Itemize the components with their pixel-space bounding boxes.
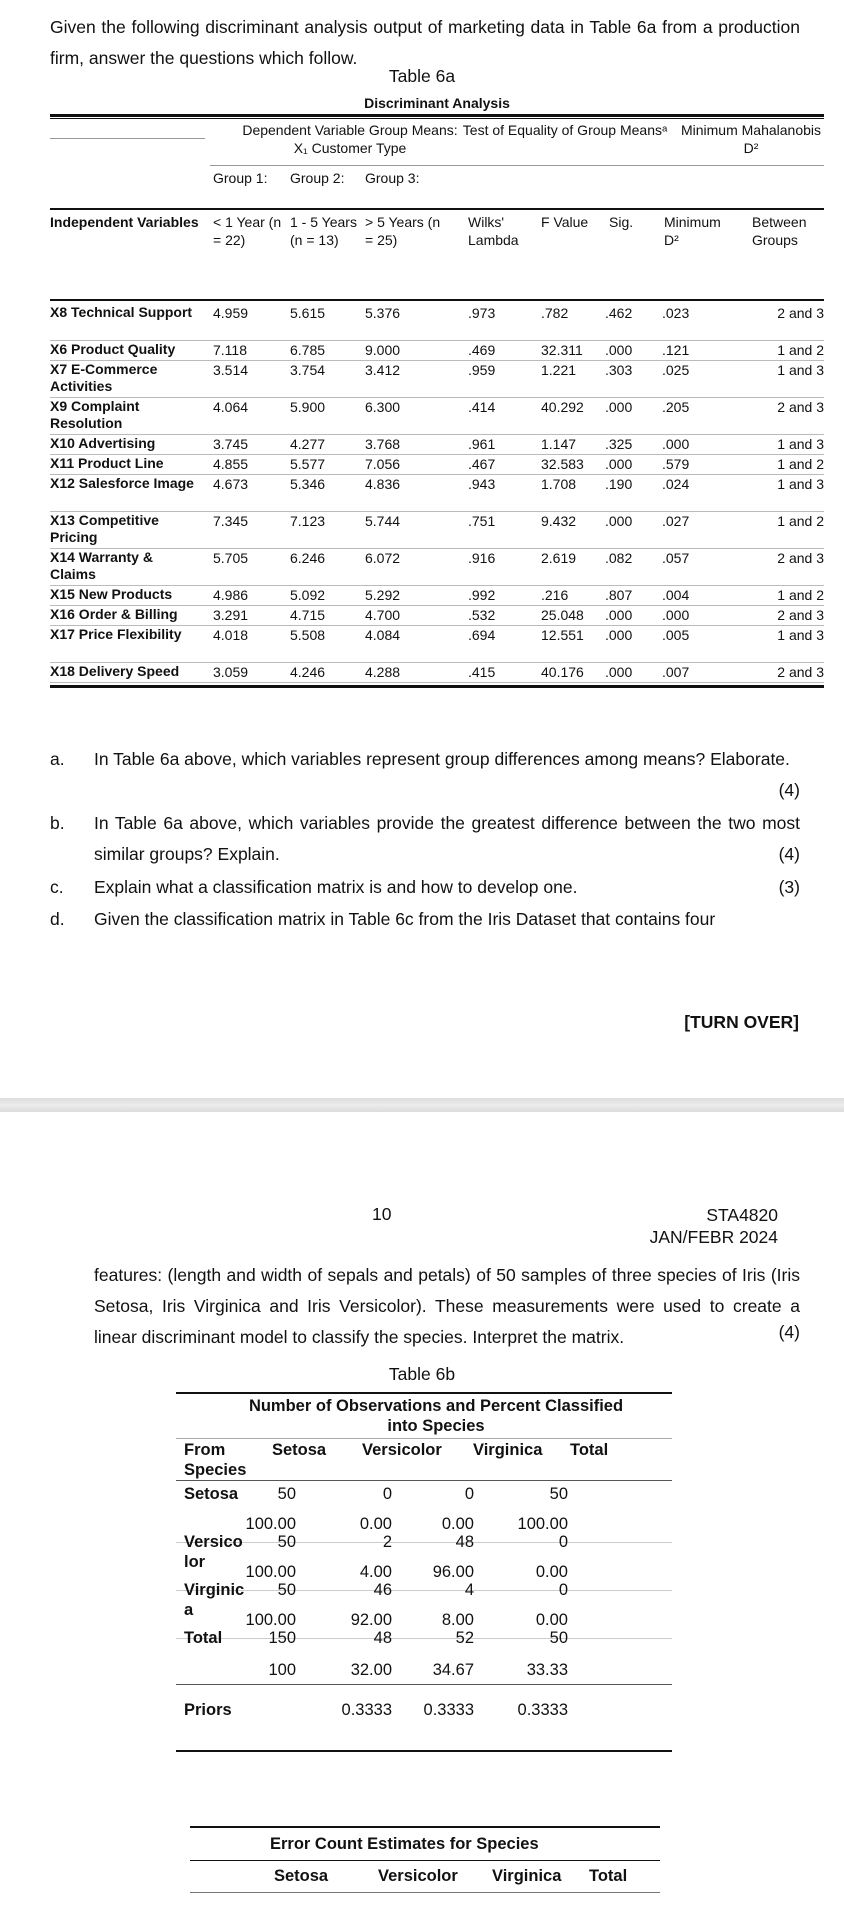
header-underline [210, 165, 824, 166]
variable-cell: X11 Product Line [50, 455, 164, 471]
sig-cell: .000 [605, 456, 633, 472]
f-value-cell: 32.311 [541, 342, 583, 358]
question-b-text: In Table 6a above, which variables provide the greatest difference between the two most similar groups? Explain. [94, 813, 800, 864]
percent-cell: 32.00 [350, 1661, 392, 1679]
group2-mean-cell: 6.246 [290, 550, 326, 566]
sig-cell: .000 [605, 664, 633, 680]
col-group-3: Group 3: [365, 170, 420, 186]
percent-cell: 92.00 [350, 1611, 392, 1629]
group2-mean-cell: 6.785 [290, 342, 326, 358]
col-independent-variables: Independent Variables [50, 214, 199, 230]
variable-cell: X9 Complaint Resolution [50, 398, 140, 431]
col-f-value: F Value [541, 214, 589, 230]
sig-cell: .462 [605, 305, 633, 321]
f-value-cell: 40.292 [541, 399, 584, 415]
group1-mean-cell: 4.018 [213, 627, 249, 643]
intro-paragraph: Given the following discriminant analysis output of marketing data in Table 6a from a production firm, answer the questions which follow. [50, 17, 800, 68]
min-mahalanobis-header: Minimum Mahalanobis D² [680, 122, 822, 156]
wilks-lambda-cell: .694 [468, 627, 496, 643]
percent-cell: 0.00 [535, 1611, 568, 1629]
min-d2-cell: .000 [662, 607, 690, 623]
min-d2-cell: .023 [662, 305, 690, 321]
group1-mean-cell: 4.986 [213, 587, 249, 603]
count-cell: 2 [382, 1533, 392, 1551]
percent-cell: 4.00 [359, 1563, 392, 1581]
between-groups-cell: 1 and 2 [777, 587, 824, 603]
wilks-lambda-cell: .959 [468, 362, 496, 378]
group2-mean-cell: 5.092 [290, 587, 326, 603]
species-row-label: Setosa [184, 1485, 239, 1503]
wilks-lambda-cell: .532 [468, 607, 496, 623]
group2-mean-cell: 5.508 [290, 627, 326, 643]
col-group-2: Group 2: [290, 170, 345, 186]
percent-cell: 100 [268, 1661, 296, 1679]
variable-cell: X7 E-Commerce Activities [50, 361, 158, 394]
variable-cell: X12 Salesforce Image [50, 475, 194, 491]
group1-mean-cell: 3.514 [213, 362, 249, 378]
variable-cell: X15 New Products [50, 586, 173, 602]
group2-mean-cell: 5.900 [290, 399, 326, 415]
course-info [650, 1204, 778, 1248]
wilks-lambda-cell: .467 [468, 456, 496, 472]
group3-mean-cell: 4.288 [365, 664, 401, 680]
question-c-marks: (3) [778, 877, 800, 897]
group3-mean-cell: 5.292 [365, 587, 401, 603]
f-value-cell: .782 [541, 305, 569, 321]
variable-cell: X18 Delivery Speed [50, 663, 180, 679]
col-group-1: Group 1: [213, 170, 268, 186]
variable-cell: X17 Price Flexibility [50, 626, 182, 642]
col-group-1-sub: < 1 Year (n = 22) [213, 214, 282, 248]
col-sig: Sig. [609, 214, 634, 230]
question-b-marks: (4) [778, 844, 800, 864]
sig-cell: .303 [605, 362, 633, 378]
f-value-cell: 40.176 [541, 664, 584, 680]
percent-cell: 33.33 [526, 1661, 568, 1679]
row-separator [50, 682, 824, 683]
prior-cell: 0.3333 [423, 1701, 474, 1719]
row-separator [176, 1638, 672, 1639]
exam-page-2 [0, 1112, 844, 1920]
between-groups-cell: 1 and 3 [777, 436, 824, 452]
variable-cell: X13 Competitive Pricing [50, 512, 159, 545]
count-cell: 48 [373, 1629, 392, 1647]
variable-cell: X8 Technical Support [50, 304, 193, 320]
table-6b-caption: Table 6b [388, 1364, 456, 1384]
error-header-versicolor: Versicolor [378, 1867, 458, 1885]
count-cell: 50 [277, 1485, 296, 1503]
group3-mean-cell: 6.072 [365, 550, 401, 566]
wilks-lambda-cell: .415 [468, 664, 496, 680]
error-header-total: Total [589, 1867, 628, 1885]
min-d2-cell: .579 [662, 456, 690, 472]
table-top-rule [50, 114, 824, 117]
group1-mean-cell: 4.855 [213, 456, 249, 472]
group3-mean-cell: 3.768 [365, 436, 401, 452]
species-row-label: Virginica [184, 1581, 245, 1619]
row-separator [176, 1590, 672, 1591]
error-table-mid-rule [190, 1860, 660, 1861]
group2-mean-cell: 3.754 [290, 362, 326, 378]
count-cell: 4 [464, 1581, 474, 1599]
error-header-setosa: Setosa [274, 1867, 329, 1885]
sig-cell: .000 [605, 627, 633, 643]
percent-cell: 100.00 [245, 1563, 296, 1581]
min-d2-cell: .057 [662, 550, 690, 566]
f-value-cell: .216 [541, 587, 569, 603]
between-groups-cell: 2 and 3 [777, 305, 824, 321]
f-value-cell: 32.583 [541, 456, 584, 472]
sig-cell: .325 [605, 436, 633, 452]
group1-mean-cell: 4.673 [213, 476, 249, 492]
group3-mean-cell: 4.700 [365, 607, 401, 623]
min-d2-cell: .027 [662, 513, 690, 529]
count-cell: 150 [268, 1629, 296, 1647]
f-value-cell: 25.048 [541, 607, 584, 623]
wilks-lambda-cell: .961 [468, 436, 496, 452]
error-table-top-rule [190, 1826, 660, 1828]
group1-mean-cell: 7.345 [213, 513, 249, 529]
count-cell: 52 [455, 1629, 474, 1647]
group2-mean-cell: 4.715 [290, 607, 326, 623]
table-6b-top-rule [176, 1392, 672, 1394]
between-groups-cell: 1 and 3 [777, 362, 824, 378]
count-cell: 0 [464, 1485, 474, 1503]
group1-mean-cell: 3.291 [213, 607, 249, 623]
table-6a-caption: Table 6a [388, 66, 456, 86]
table-6b-title-rule [176, 1438, 672, 1439]
table-6b-title: Number of Observations and Percent Classified into Species [248, 1397, 624, 1435]
course-code: STA4820 [706, 1205, 778, 1225]
min-d2-cell: .007 [662, 664, 690, 680]
sig-cell: .190 [605, 476, 633, 492]
priors-label: Priors [184, 1701, 232, 1719]
percent-cell: 100.00 [245, 1515, 296, 1533]
f-value-cell: 12.551 [541, 627, 584, 643]
group2-mean-cell: 5.577 [290, 456, 326, 472]
percent-cell: 34.67 [432, 1661, 474, 1679]
group1-mean-cell: 7.118 [213, 342, 247, 358]
percent-cell: 96.00 [432, 1563, 474, 1581]
question-b-letter: b. [50, 813, 65, 833]
table-6b-bottom-rule [176, 1750, 672, 1752]
col-minimum-d2: Minimum D² [664, 214, 721, 248]
wilks-lambda-cell: .973 [468, 305, 496, 321]
row-separator [176, 1684, 672, 1685]
group1-mean-cell: 5.705 [213, 550, 249, 566]
group1-mean-cell: 4.064 [213, 399, 249, 415]
wilks-lambda-cell: .992 [468, 587, 496, 603]
prior-cell: 0.3333 [517, 1701, 568, 1719]
table-6b-header-rule [176, 1480, 672, 1481]
min-d2-cell: .121 [662, 342, 690, 358]
variable-cell: X14 Warranty & Claims [50, 549, 153, 582]
group2-mean-cell: 4.246 [290, 664, 326, 680]
question-c-letter: c. [50, 877, 64, 897]
variable-cell: X10 Advertising [50, 435, 156, 451]
table-6a-title: Discriminant Analysis [364, 95, 510, 111]
percent-cell: 8.00 [441, 1611, 474, 1629]
min-d2-cell: .024 [662, 476, 690, 492]
group3-mean-cell: 4.836 [365, 476, 401, 492]
percent-cell: 100.00 [245, 1611, 296, 1629]
sig-cell: .000 [605, 399, 633, 415]
question-d-text: Given the classification matrix in Table 6c from the Iris Dataset that contains four [94, 909, 716, 929]
count-cell: 0 [382, 1485, 392, 1503]
min-d2-cell: .004 [662, 587, 690, 603]
percent-cell: 100.00 [517, 1515, 568, 1533]
count-cell: 50 [277, 1533, 296, 1551]
table-bottom-rule [50, 685, 824, 688]
subheader-rule [50, 208, 824, 210]
between-groups-cell: 1 and 2 [777, 456, 824, 472]
error-table-header-rule [190, 1892, 660, 1893]
group2-mean-cell: 5.346 [290, 476, 326, 492]
from-species-header: From Species [184, 1441, 247, 1479]
group3-mean-cell: 3.412 [365, 362, 401, 378]
between-groups-cell: 1 and 3 [777, 627, 824, 643]
header-underline-left [50, 138, 205, 139]
table-top-rule-2 [50, 118, 824, 119]
variable-cell: X16 Order & Billing [50, 606, 178, 622]
error-header-virginica: Virginica [492, 1867, 562, 1885]
count-cell: 48 [455, 1533, 474, 1551]
sig-cell: .000 [605, 513, 633, 529]
col-wilks-lambda: Wilks' Lambda [468, 214, 519, 248]
wilks-lambda-cell: .943 [468, 476, 496, 492]
group1-mean-cell: 3.059 [213, 664, 249, 680]
min-d2-cell: .205 [662, 399, 690, 415]
f-value-cell: 9.432 [541, 513, 577, 529]
group1-mean-cell: 4.959 [213, 305, 249, 321]
header-virginica: Virginica [473, 1441, 543, 1459]
count-cell: 50 [277, 1581, 296, 1599]
min-d2-cell: .000 [662, 436, 690, 452]
between-groups-cell: 2 and 3 [777, 550, 824, 566]
wilks-lambda-cell: .916 [468, 550, 496, 566]
header-total: Total [570, 1441, 609, 1459]
page-gap [0, 1098, 844, 1112]
f-value-cell: 1.147 [541, 436, 577, 452]
sig-cell: .082 [605, 550, 633, 566]
header-versicolor: Versicolor [362, 1441, 442, 1459]
group3-mean-cell: 4.084 [365, 627, 401, 643]
wilks-lambda-cell: .414 [468, 399, 496, 415]
page-number: 10 [372, 1204, 392, 1224]
min-d2-cell: .025 [662, 362, 690, 378]
between-groups-cell: 1 and 3 [777, 476, 824, 492]
wilks-lambda-cell: .469 [468, 342, 496, 358]
group3-mean-cell: 6.300 [365, 399, 401, 415]
group2-mean-cell: 4.277 [290, 436, 326, 452]
dep-group-header: Dependent Variable Group Means: X₁ Customer Type [242, 122, 458, 156]
group3-mean-cell: 7.056 [365, 456, 401, 472]
error-table-title: Error Count Estimates for Species [270, 1835, 539, 1853]
percent-cell: 0.00 [441, 1515, 474, 1533]
percent-cell: 0.00 [535, 1563, 568, 1581]
question-a-letter: a. [50, 749, 65, 769]
header-bottom-rule [50, 299, 824, 301]
question-d-continued: features: (length and width of sepals and petals) of 50 samples of three species of Iris (Iris Setosa, Iris Virginica and Iris Versicolor). These measurements were used to create a linear discriminant model to classify the species. Interpret the matrix. [94, 1265, 800, 1347]
percent-cell: 0.00 [359, 1515, 392, 1533]
f-value-cell: 1.221 [541, 362, 577, 378]
turn-over-label: [TURN OVER] [684, 1012, 799, 1032]
f-value-cell: 2.619 [541, 550, 577, 566]
col-group-3-sub: > 5 Years (n = 25) [365, 214, 441, 248]
variable-cell: X6 Product Quality [50, 341, 176, 357]
test-equality-header: Test of Equality of Group Meansᵃ [462, 122, 668, 138]
between-groups-cell: 1 and 2 [777, 342, 824, 358]
group3-mean-cell: 5.744 [365, 513, 401, 529]
between-groups-cell: 2 and 3 [777, 399, 824, 415]
header-setosa: Setosa [272, 1441, 327, 1459]
count-cell: 0 [558, 1581, 568, 1599]
question-d-letter: d. [50, 909, 65, 929]
row-separator [176, 1542, 672, 1543]
min-d2-cell: .005 [662, 627, 690, 643]
question-a-marks: (4) [778, 780, 800, 800]
group2-mean-cell: 5.615 [290, 305, 326, 321]
count-cell: 0 [558, 1533, 568, 1551]
question-d-marks: (4) [778, 1322, 800, 1342]
group2-mean-cell: 7.123 [290, 513, 326, 529]
question-a-text: In Table 6a above, which variables represent group differences among means? Elaborate. [94, 749, 790, 769]
sig-cell: .807 [605, 587, 633, 603]
group3-mean-cell: 5.376 [365, 305, 401, 321]
sig-cell: .000 [605, 342, 633, 358]
exam-session: JAN/FEBR 2024 [649, 1227, 778, 1247]
count-cell: 50 [549, 1629, 568, 1647]
between-groups-cell: 2 and 3 [777, 607, 824, 623]
prior-cell: 0.3333 [341, 1701, 392, 1719]
count-cell: 46 [373, 1581, 392, 1599]
group3-mean-cell: 9.000 [365, 342, 401, 358]
between-groups-cell: 1 and 2 [777, 513, 824, 529]
col-between-groups: Between Groups [752, 214, 807, 248]
species-row-label: Total [184, 1629, 223, 1647]
group1-mean-cell: 3.745 [213, 436, 249, 452]
f-value-cell: 1.708 [541, 476, 577, 492]
species-row-label: Versicolor [184, 1533, 243, 1571]
wilks-lambda-cell: .751 [468, 513, 496, 529]
count-cell: 50 [549, 1485, 568, 1503]
col-group-2-sub: 1 - 5 Years (n = 13) [290, 214, 357, 248]
sig-cell: .000 [605, 607, 633, 623]
between-groups-cell: 2 and 3 [777, 664, 824, 680]
question-c-text: Explain what a classification matrix is and how to develop one. [94, 877, 578, 897]
